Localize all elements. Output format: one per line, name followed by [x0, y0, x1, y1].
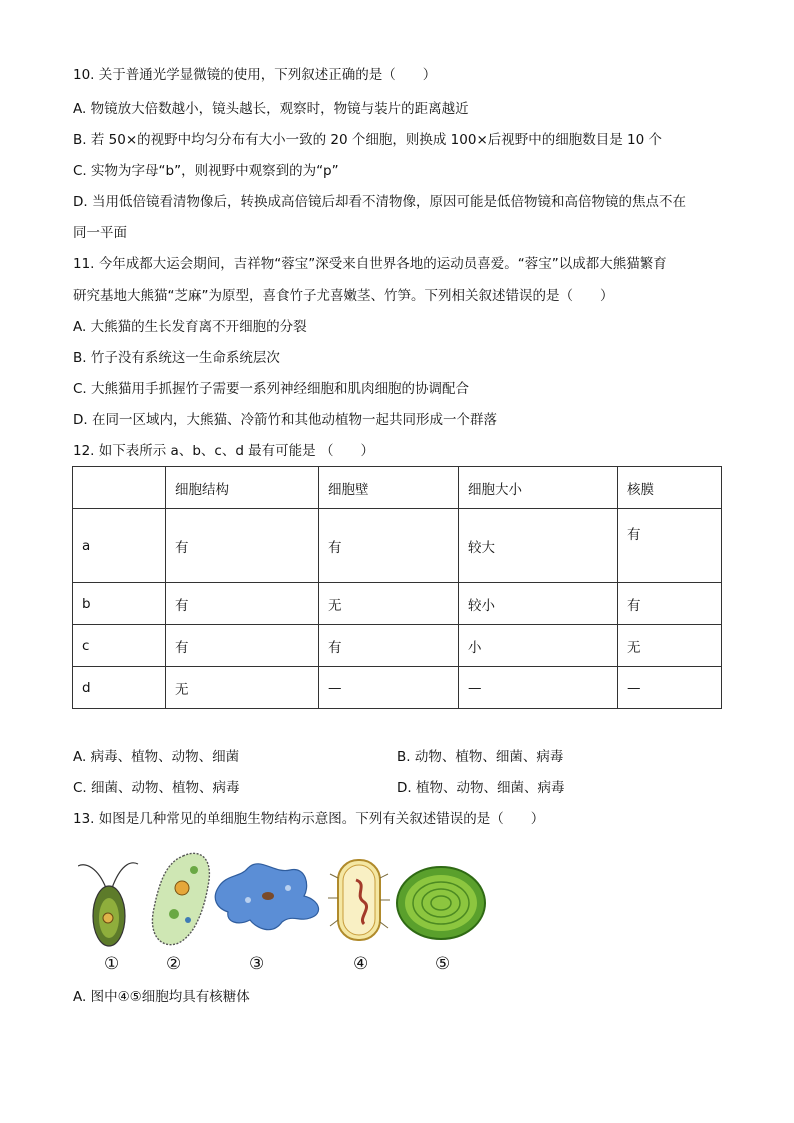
- q12-option-d: D. 植物、动物、细菌、病毒: [397, 780, 565, 796]
- table-cell: 有: [618, 509, 722, 583]
- q13-option-a: A. 图中④⑤细胞均具有核糖体: [73, 989, 250, 1005]
- table-cell: c: [73, 625, 166, 667]
- q11-option-a: A. 大熊猫的生长发育离不开细胞的分裂: [73, 319, 307, 335]
- q12-option-b: B. 动物、植物、细菌、病毒: [397, 749, 564, 765]
- table-cell: 有: [166, 509, 319, 583]
- table-cell: 无: [319, 583, 459, 625]
- table-row: [73, 583, 722, 625]
- q10-stem: 10. 关于普通光学显微镜的使用，下列叙述正确的是（ ）: [73, 67, 437, 83]
- q11-option-d: D. 在同一区域内，大熊猫、冷箭竹和其他动植物一起共同形成一个群落: [73, 412, 497, 428]
- q11-stem-line1: 11. 今年成都大运会期间，吉祥物“蓉宝”深受来自世界各地的运动员喜爱。“蓉宝”以成都大熊猫繁育: [73, 256, 667, 272]
- q12-table: [72, 466, 722, 709]
- amoeba-illustration: [215, 864, 318, 930]
- table-cell: —: [319, 667, 459, 709]
- table-cell: —: [459, 667, 618, 709]
- table-cell: 小: [459, 625, 618, 667]
- q10-option-d-line1: D. 当用低倍镜看清物像后，转换成高倍镜后却看不清物像，原因可能是低倍物镜和高倍物镜的焦点不在: [73, 194, 686, 210]
- table-row: [73, 625, 722, 667]
- table-row: [73, 509, 722, 583]
- q10-option-d-line2: 同一平面: [73, 225, 127, 241]
- table-header-cell: [73, 467, 166, 509]
- figure-label-5: ⑤: [435, 954, 451, 974]
- figure-label-3: ③: [249, 954, 265, 974]
- green-cell-illustration: [397, 867, 485, 939]
- q10-option-c: C. 实物为字母“b”，则视野中观察到的为“p”: [73, 163, 339, 179]
- table-header-cell: 细胞壁: [319, 467, 459, 509]
- q10-option-a: A. 物镜放大倍数越小，镜头越长，观察时，物镜与装片的距离越近: [73, 101, 469, 117]
- figure-label-1: ①: [104, 954, 120, 974]
- q10-option-b: B. 若 50×的视野中均匀分布有大小一致的 20 个细胞，则换成 100×后视野中的细胞数目是 10 个: [73, 132, 663, 148]
- table-cell: 无: [618, 625, 722, 667]
- table-row: [73, 667, 722, 709]
- bacterium-illustration: [328, 860, 390, 940]
- table-header-cell: 细胞大小: [459, 467, 618, 509]
- table-cell: —: [618, 667, 722, 709]
- table-cell: 较小: [459, 583, 618, 625]
- table-header-row: [73, 467, 722, 509]
- table-header-cell: 核膜: [618, 467, 722, 509]
- table-cell: 有: [166, 625, 319, 667]
- figure-label-4: ④: [353, 954, 369, 974]
- chlamydomonas-illustration: [78, 863, 138, 946]
- paramecium-illustration: [152, 853, 209, 944]
- q11-option-b: B. 竹子没有系统这一生命系统层次: [73, 350, 280, 366]
- q13-stem: 13. 如图是几种常见的单细胞生物结构示意图。下列有关叙述错误的是（ ）: [73, 811, 545, 827]
- single-cell-organisms-figure: [78, 848, 498, 952]
- q12-option-c: C. 细菌、动物、植物、病毒: [73, 780, 240, 796]
- q12-stem: 12. 如下表所示 a、b、c、d 最有可能是 （ ）: [73, 443, 374, 459]
- q11-option-c: C. 大熊猫用手抓握竹子需要一系列神经细胞和肌肉细胞的协调配合: [73, 381, 470, 397]
- table-cell: d: [73, 667, 166, 709]
- table-cell: b: [73, 583, 166, 625]
- table-cell: 有: [166, 583, 319, 625]
- table-cell: 无: [166, 667, 319, 709]
- q12-option-a: A. 病毒、植物、动物、细菌: [73, 749, 240, 765]
- table-cell: 有: [618, 583, 722, 625]
- table-cell: 有: [319, 509, 459, 583]
- table-cell: 有: [319, 625, 459, 667]
- table-header-cell: 细胞结构: [166, 467, 319, 509]
- q11-stem-line2: 研究基地大熊猫“芝麻”为原型，喜食竹子尤喜嫩茎、竹笋。下列相关叙述错误的是（ ）: [73, 288, 614, 304]
- figure-label-2: ②: [166, 954, 182, 974]
- table-cell: 较大: [459, 509, 618, 583]
- table-cell: a: [73, 509, 166, 583]
